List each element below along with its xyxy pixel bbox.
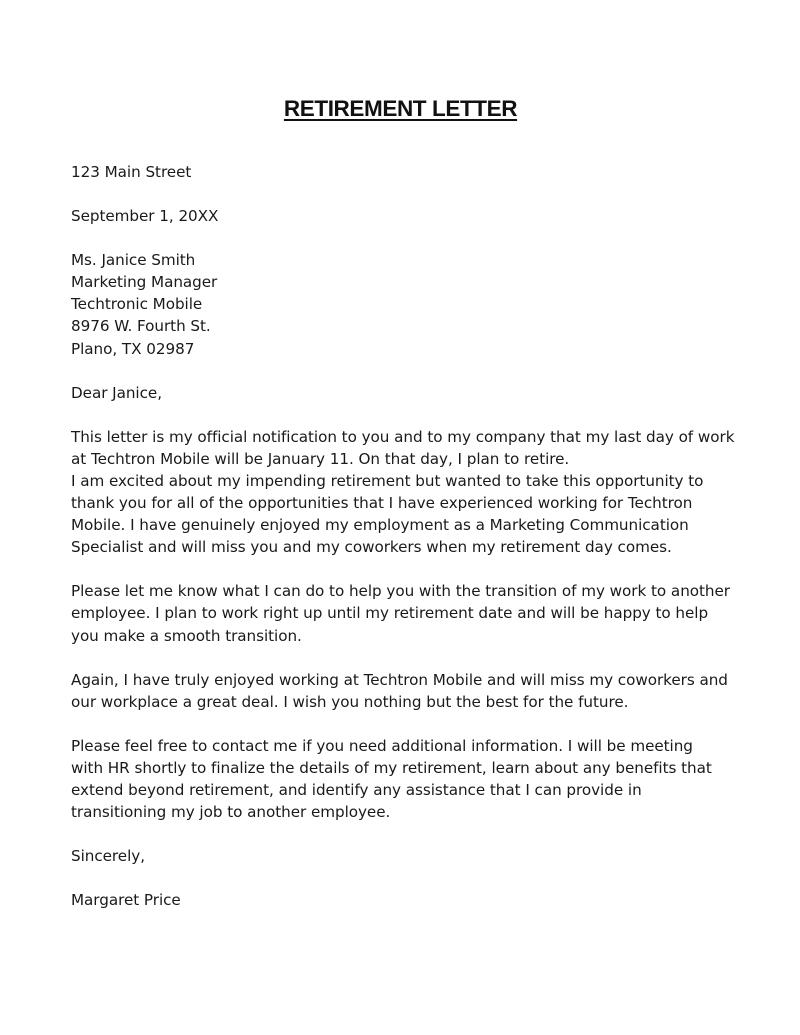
paragraph-line: Mobile. I have genuinely enjoyed my employment as a Marketing Communication	[71, 516, 689, 535]
recipient-position: Marketing Manager	[71, 273, 218, 292]
signature	[71, 889, 730, 911]
paragraph-line: transitioning my job to another employee.	[71, 803, 391, 822]
date-text: September 1, 20XX	[71, 207, 219, 226]
recipient-company: Techtronic Mobile	[71, 295, 203, 314]
closing-text: Sincerely,	[71, 847, 145, 866]
paragraph-line: Please let me know what I can do to help you with the transition of my work to another	[71, 582, 730, 601]
salutation	[71, 382, 730, 404]
closing	[71, 845, 730, 867]
salutation-text: Dear Janice,	[71, 383, 162, 402]
recipient-street: 8976 W. Fourth St.	[71, 317, 211, 336]
body-paragraph-1	[71, 426, 735, 559]
sender-street: 123 Main Street	[71, 163, 192, 181]
paragraph-line: extend beyond retirement, and identify any assistance that I can provide in	[71, 780, 642, 799]
signature-name: Margaret Price	[71, 891, 181, 910]
paragraph-line: Again, I have truly enjoyed working at Techtron Mobile and will miss my coworkers and	[71, 670, 728, 689]
paragraph-line: at Techtron Mobile will be January 11. On that day, I plan to retire.	[71, 449, 570, 468]
body-paragraph-4	[71, 735, 730, 823]
paragraph-line: employee. I plan to work right up until my retirement date and will be happy to help	[71, 604, 709, 623]
recipient-address	[71, 249, 730, 359]
body-paragraph-3	[71, 669, 730, 713]
paragraph-line: This letter is my official notification to you and to my company that my last day of work	[71, 427, 735, 446]
paragraph-line: Specialist and will miss you and my coworkers when my retirement day comes.	[71, 538, 672, 557]
paragraph-line: thank you for all of the opportunities that I have experienced working for Techtron	[71, 494, 693, 513]
sender-address	[71, 161, 730, 183]
paragraph-line: our workplace a great deal. I wish you nothing but the best for the future.	[71, 692, 629, 711]
recipient-city-state-zip: Plano, TX 02987	[71, 339, 195, 358]
paragraph-line: I am excited about my impending retirement but wanted to take this opportunity to	[71, 471, 704, 490]
paragraph-line: you make a smooth transition.	[71, 626, 302, 645]
letter-title: RETIREMENT LETTER	[283, 96, 518, 121]
paragraph-line: Please feel free to contact me if you need additional information. I will be meeting	[71, 736, 693, 755]
recipient-name: Ms. Janice Smith	[71, 251, 196, 270]
body-paragraph-2	[71, 580, 730, 646]
letter-date	[71, 205, 730, 227]
paragraph-line: with HR shortly to finalize the details of my retirement, learn about any benefits that	[71, 758, 712, 777]
